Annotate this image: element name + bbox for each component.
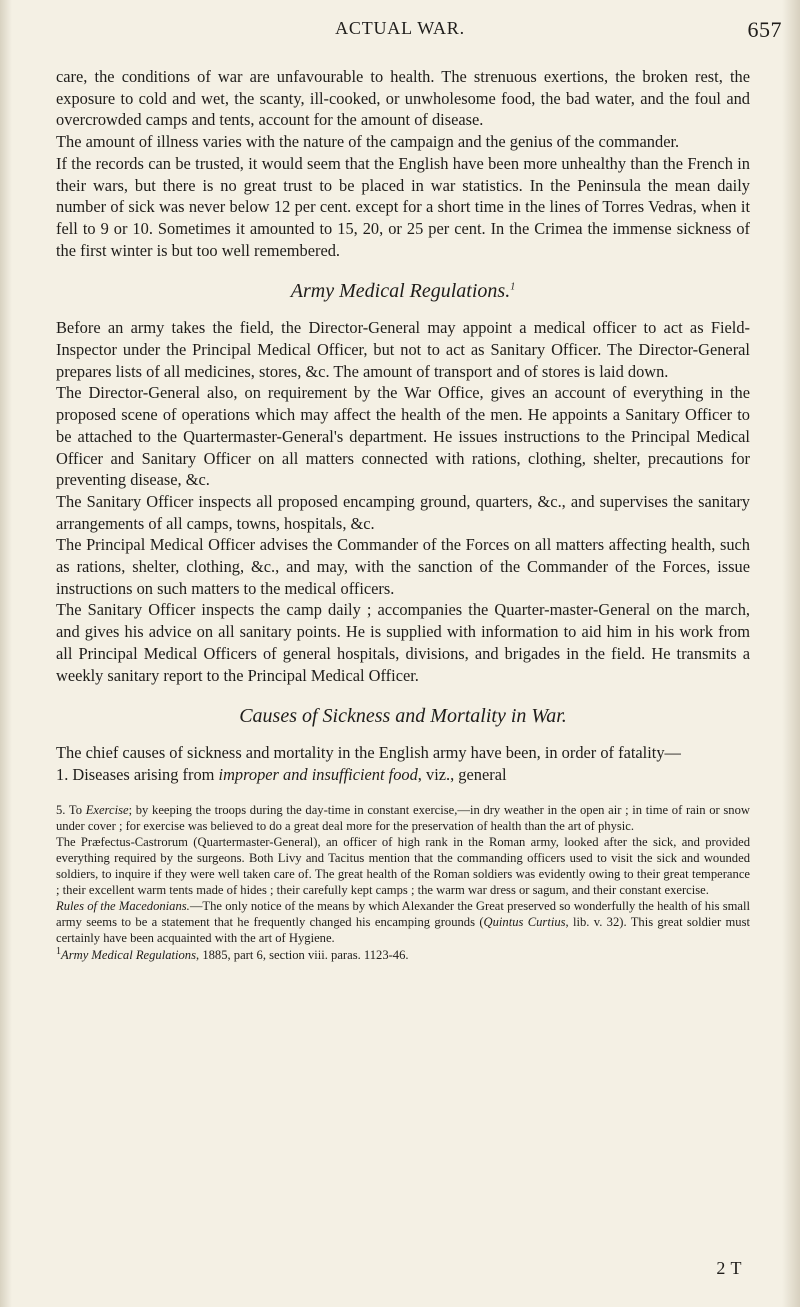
- paragraph: The Sanitary Officer inspects the camp daily ; accompanies the Quarter-master-General on the march, and gives his advice on all sanitary points. He is supplied with information to aid him in his work from all Principal Medical Officers of general hospitals, divisions, and brigades in the field. He transmits a weekly sanitary report to the Principal Medical Officer.: [56, 600, 750, 685]
- footnote: [56, 802, 750, 834]
- paragraph: The Principal Medical Officer advises the Commander of the Forces on all matters affecting health, such as rations, shelter, clothing, &c., and may, with the sanction of the Commander of the Forces, issue instructions on such matters to the medical officers.: [56, 535, 750, 598]
- footnotes: [56, 802, 750, 963]
- footnote: The Præfectus-Castrorum (Quartermaster-General), an officer of high rank in the Roman army, looked after the sick, and provided everything required by the surgeons. Both Livy and Tacitus mention that the commanding officers used to visit the sick and wounded soldiers, to inquire if they were well taken care of. The great health of the Roman soldiers was evidently owing to their great temperance ; their excellent warm tents made of hides ; their carefully kept camps ; the warm war dress or sagum, and their constant exercise.: [56, 834, 750, 898]
- footnote-em: Army Medical Regulations: [61, 947, 197, 962]
- footnote-text: ; by keeping the troops during the day-time in constant exercise,—in dry weather in the open air ; in time of rain or snow under cover ; for exercise was believed to do a great deal more for the preservation of health than the art of physic.: [56, 802, 750, 833]
- paragraph: If the records can be trusted, it would seem that the English have been more unhealthy than the French in their wars, but there is no great trust to be placed in war statistics. In the Peninsula the mean daily number of sick was never below 12 per cent. except for a short time in the lines of Torres Vedras, when it fell to 9 or 10. Sometimes it amounted to 15, 20, or 25 per cent. In the Crimea the immense sickness of the first winter is but too well remembered.: [56, 153, 750, 260]
- spacer: [56, 786, 750, 796]
- printer-signature: 2 T: [716, 1258, 742, 1278]
- footnote-sup: 1: [56, 945, 61, 957]
- list-item-em: improper: [218, 764, 279, 784]
- section-title-text: Army Medical Regulations.: [290, 280, 511, 303]
- section-title-sup: 1: [510, 281, 516, 293]
- list-item: [56, 764, 750, 786]
- footnote-em: Rules of the Macedonians.: [56, 899, 190, 914]
- footnote-em: Exercise: [85, 802, 129, 817]
- footnote-text: , 1885, part 6, section viii. paras. 1123-46.: [196, 947, 409, 962]
- list-item-em: and insufficient food: [283, 764, 418, 784]
- footnote-prefix: 5. To: [56, 802, 86, 817]
- list-item-suffix: , viz., general: [417, 764, 507, 784]
- paragraph: The Director-General also, on requirement by the War Office, gives an account of everything in the proposed scene of operations which may affect the health of the men. He appoints a Sanitary Officer to be attached to the Quartermaster-General's department. He issues instructions to the Principal Medical Officer and Sanitary Officer on all matters connected with rations, clothing, shelter, precautions for preventing disease, &c.: [56, 383, 750, 490]
- paragraph: The Sanitary Officer inspects all proposed encamping ground, quarters, &c., and supervises the sanitary arrangements of all camps, towns, hospitals, &c.: [56, 491, 750, 533]
- paragraph: The amount of illness varies with the nature of the campaign and the genius of the commander.: [56, 132, 680, 152]
- footnote: [56, 898, 750, 946]
- paragraph: care, the conditions of war are unfavourable to health. The strenuous exertions, the broken rest, the exposure to cold and wet, the scanty, ill-cooked, or unwholesome food, the bad water, and the foul and overcrowded camps and tents, account for the amount of disease.: [56, 67, 750, 130]
- list-item-prefix: 1. Diseases arising from: [56, 764, 219, 784]
- page-content: [56, 66, 750, 963]
- running-head: ACTUAL WAR.: [335, 18, 465, 38]
- paragraph: The chief causes of sickness and mortality in the English army have been, in order of fatality—: [56, 743, 681, 763]
- section-title-army-medical-regulations: [56, 279, 750, 303]
- footnote-em: Quintus Curtius: [483, 915, 566, 930]
- page-header: [0, 10, 800, 46]
- section-title-causes-of-sickness: Causes of Sickness and Mortality in War.: [239, 705, 567, 728]
- footnote: [56, 947, 750, 963]
- footnote-text: —The only notice of the means by which Alexander the Great preserved so wonderfully the health of his small army seems to be a statement that he frequently changed his encamping grounds (: [56, 899, 750, 930]
- footnote-tail: , lib. v. 32). This great soldier must certainly have been acquainted with the art of Hygiene.: [56, 915, 750, 946]
- page-number: 657: [747, 17, 782, 42]
- paragraph: Before an army takes the field, the Director-General may appoint a medical officer to act as Field-Inspector under the Principal Medical Officer, but not to act as Sanitary Officer. The Director-General prepares lists of all medicines, stores, &c. The amount of transport and of stores is laid down.: [56, 318, 750, 381]
